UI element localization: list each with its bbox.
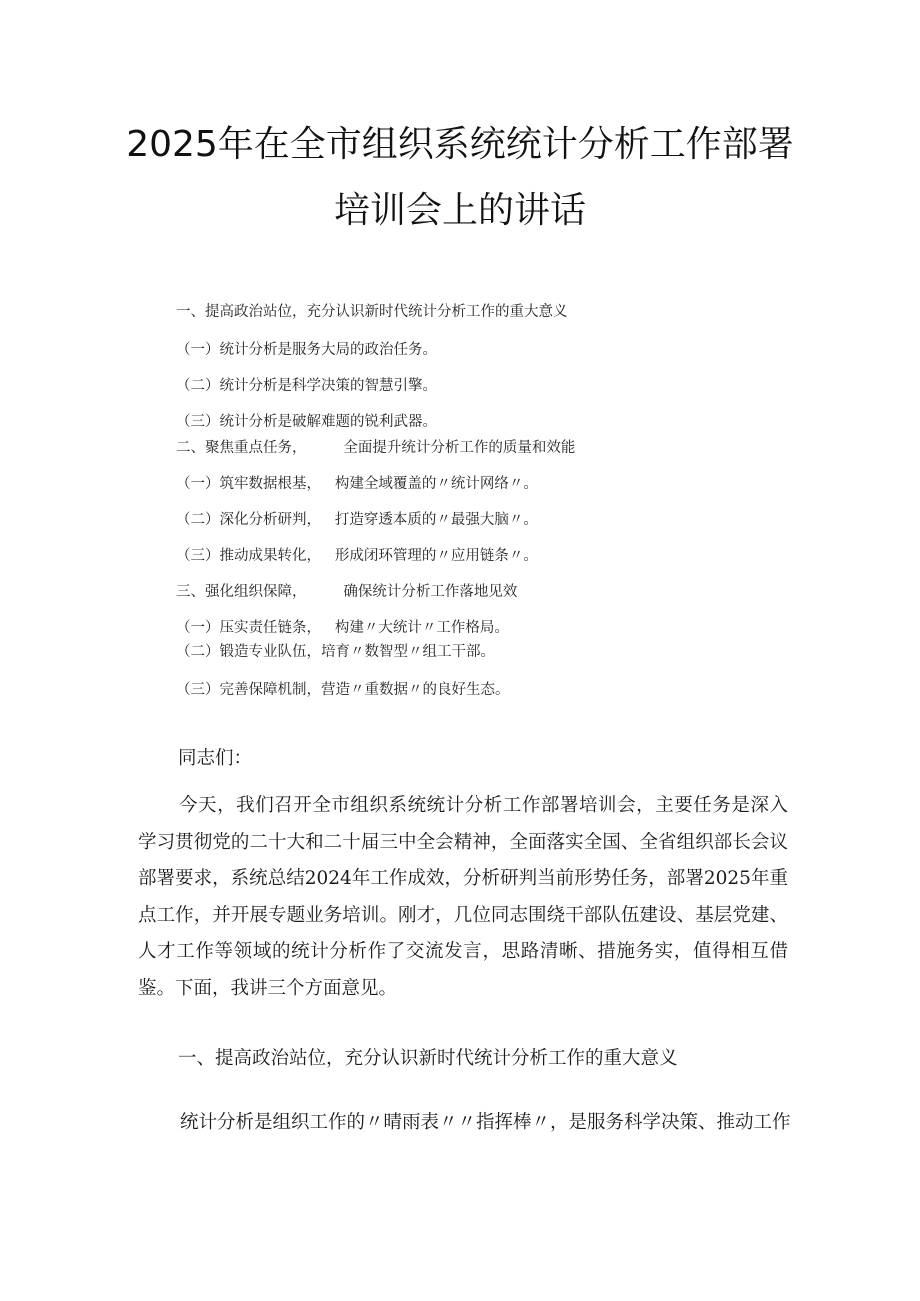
body-paragraph: 统计分析是组织工作的〃晴雨表〃〃指挥棒〃，是服务科学决策、推动工作 [180, 1112, 791, 1133]
toc-item: （三）完善保障机制，营造〃重数据〃的良好生态。 [176, 682, 510, 698]
section-heading: 一、提高政治站位，充分认识新时代统计分析工作的重大意义 [178, 1048, 678, 1069]
toc-item: 三、强化组织保障， 确保统计分析工作落地见效 [176, 584, 518, 600]
toc-item: （二）锻造专业队伍，培育〃数智型〃组工干部。 [176, 644, 495, 660]
toc-item: （一）统计分析是服务大局的政治任务。 [176, 342, 437, 358]
toc-item: 一、提高政治站位，充分认识新时代统计分析工作的重大意义 [176, 304, 568, 320]
intro-paragraph: 今天，我们召开全市组织系统统计分析工作部署培训会，主要任务是深入学习贯彻党的二十大和二十届三中全会精神，全面落实全国、全省组织部长会议部署要求，系统总结2024年工作成效，分析研判当前形势任务，部署2025年重点工作，并开展专题业务培训。刚才，几位同志围绕干部队伍建设、基层党建、人才工作等领域的统计分析作了交流发言，思路清晰、措施务实，值得相互借鉴。下面，我讲三个方面意见。 [138, 795, 788, 999]
toc-item: （一）压实责任链条， 构建〃大统计〃工作格局。 [176, 620, 509, 636]
toc-item: （二）统计分析是科学决策的智慧引擎。 [176, 378, 437, 394]
document-title-line2: 培训会上的讲话 [333, 190, 586, 231]
greeting: 同志们： [178, 748, 253, 769]
toc-item: 二、聚焦重点任务， 全面提升统计分析工作的质量和效能 [176, 440, 576, 456]
document-title-line1: 2025年在全市组织系统统计分析工作部署 [126, 124, 794, 165]
toc-item: （二）深化分析研判， 打造穿透本质的〃最强大脑〃。 [176, 512, 538, 528]
toc-item: （三）统计分析是破解难题的锐利武器。 [176, 414, 437, 430]
toc-item: （一）筑牢数据根基， 构建全域覆盖的〃统计网络〃。 [176, 476, 538, 492]
toc-item: （三）推动成果转化， 形成闭环管理的〃应用链条〃。 [176, 548, 538, 564]
